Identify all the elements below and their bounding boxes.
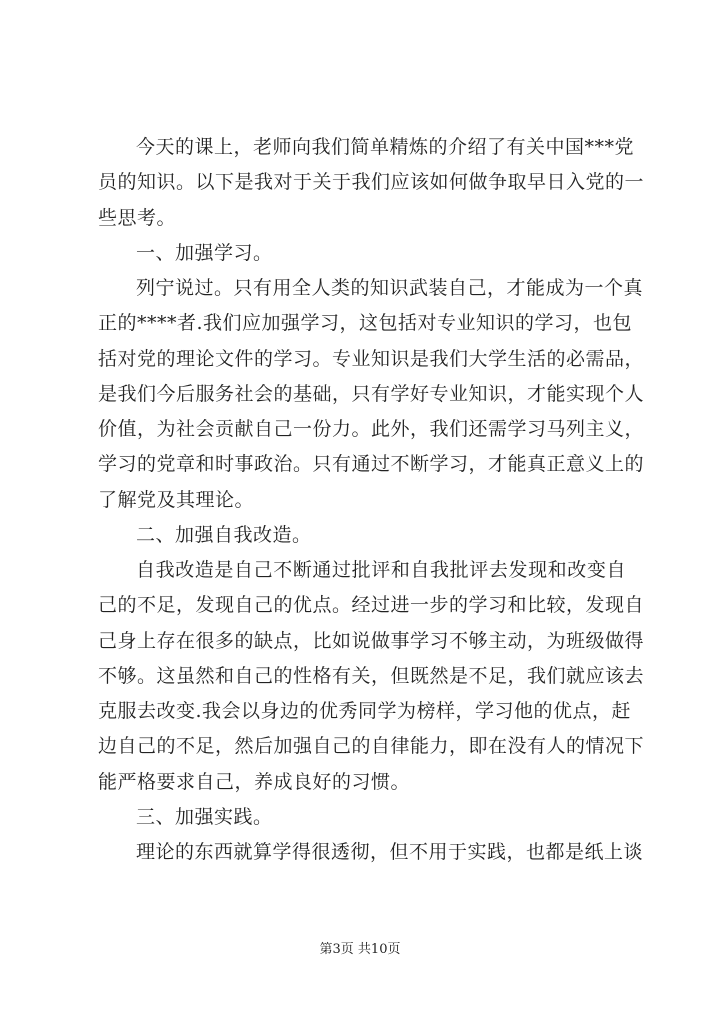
paragraph-line: 边自己的不足，然后加强自己的自律能力，即在没有人的情况下: [98, 735, 645, 758]
section-heading: 一、加强学习。: [136, 241, 273, 264]
paragraph-line: 不够。这虽然和自己的性格有关，但既然是不足，我们就应该去: [98, 664, 645, 687]
paragraph-line: 列宁说过。只有用全人类的知识武装自己，才能成为一个真: [136, 277, 644, 299]
paragraph-line: 学习的党章和时事政治。只有通过不断学习，才能真正意义上的: [98, 453, 645, 476]
paragraph-line: 括对党的理论文件的学习。专业知识是我们大学生活的必需品，: [98, 347, 645, 370]
paragraph-line: 己的不足，发现自己的优点。经过进一步的学习和比较，发现自: [98, 594, 645, 617]
paragraph-line: 价值，为社会贡献自己一份力。此外，我们还需学习马列主义，: [98, 418, 645, 440]
paragraph-line: 能严格要求自己，养成良好的习惯。: [98, 770, 411, 793]
paragraph-line: 理论的东西就算学得很透彻，但不用于实践，也都是纸上谈: [136, 841, 644, 863]
section-heading: 三、加强实践。: [136, 805, 273, 828]
paragraph-line: 克服去改变.我会以身边的优秀同学为榜样，学习他的优点，赶: [98, 700, 632, 722]
page-number-footer: 第3页 共10页: [319, 942, 401, 957]
paragraph-line: 己身上存在很多的缺点，比如说做事学习不够主动，为班级做得: [98, 629, 645, 652]
paragraph-line: 员的知识。以下是我对于关于我们应该如何做争取早日入党的一: [98, 171, 645, 194]
paragraph-line: 今天的课上，老师向我们简单精炼的介绍了有关中国***党: [136, 136, 635, 158]
paragraph-line: 了解党及其理论。: [98, 488, 255, 511]
paragraph-line: 自我改造是自己不断通过批评和自我批评去发现和改变自: [136, 559, 626, 581]
paragraph-line: 是我们今后服务社会的基础，只有学好专业知识，才能实现个人: [98, 382, 645, 405]
section-heading: 二、加强自我改造。: [136, 523, 312, 546]
paragraph-line: 些思考。: [98, 206, 177, 229]
paragraph-line: 正的****者.我们应加强学习，这包括对专业知识的学习，也包: [98, 312, 633, 335]
document-body: [98, 130, 645, 870]
